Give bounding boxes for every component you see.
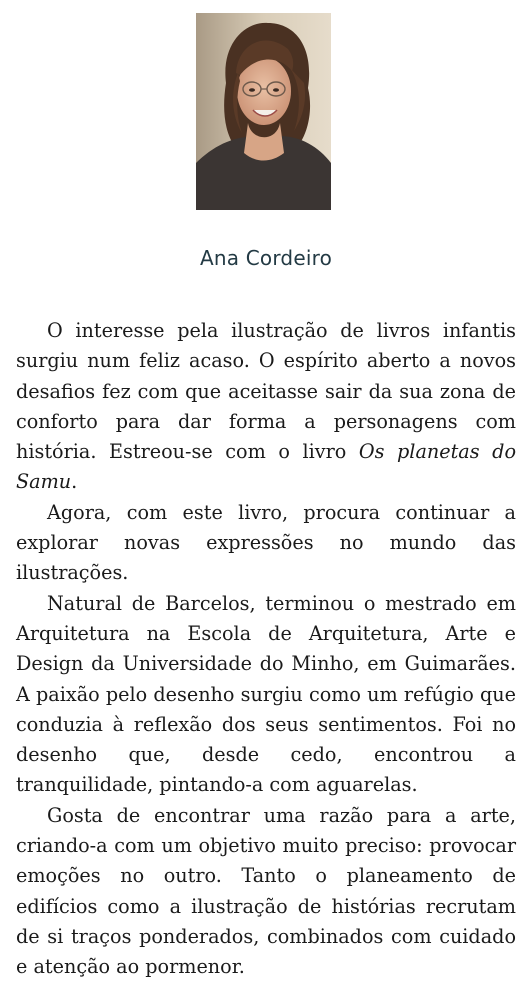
book-title: Os planetas do Samu [16,440,516,494]
bio-paragraph-1 [16,316,516,498]
author-bio [16,316,516,983]
bio-paragraph-4: Gosta de encontrar uma razão para a arte, criando-a com um objetivo muito preciso: provocar emoções no outro. Tanto o planeamento de edifícios como a ilustração de histórias recrutam de si traços ponderados, combinados com cuidado e atenção ao pormenor. [16,803,516,979]
bio-paragraph-2: Agora, com este livro, procura continuar a explorar novas expressões no mundo das ilustrações. [16,500,516,585]
author-name: Ana Cordeiro [199,246,333,270]
author-portrait-illustration [196,13,331,210]
bio-paragraph-1-text: O interesse pela ilustração de livros infantis surgiu num feliz acaso. O espírito aberto a novos desafios fez com que aceitasse sair da sua zona de conforto para dar forma a personagens com história. Estreou-se com o livro [16,319,516,464]
bio-paragraph-1-end: . [71,470,78,494]
author-photo [196,13,331,210]
bio-paragraph-3: Natural de Barcelos, terminou o mestrado em Arquitetura na Escola de Arquitetura, Arte e Design da Universidade do Minho, em Guimarães. A paixão pelo desenho surgiu como um refúgio que conduzia à reflexão dos seus sentimentos. Foi no desenho que, desde cedo, encontrou a tranquilidade, pintando-a com aguarelas. [16,591,516,797]
